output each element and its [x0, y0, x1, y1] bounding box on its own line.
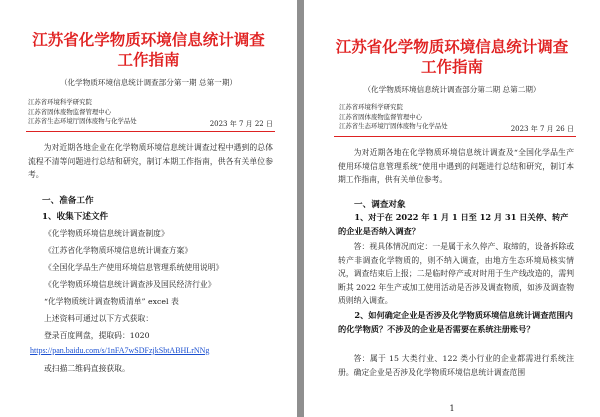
- doc-item: 《化学物质环境信息统计调查涉及国民经济行业》: [44, 280, 216, 289]
- download-note: 上述资料可通过以下方式获取：: [44, 314, 154, 323]
- page-title: 江苏省化学物质环境信息统计调查: [335, 37, 569, 56]
- baidu-pan-link[interactable]: https://pan.baidu.com/s/1nFA7wSDFzjkSbtABHLrNNg: [30, 346, 210, 355]
- subsection-heading: 1、收集下述文件: [42, 212, 109, 222]
- answer-2: 答：属于 15 大类行业、122 类小行业的企业都需进行系统注册。确定企业是否涉及化学物质环境信息统计调查范围: [338, 354, 574, 377]
- issue-date: 2023 年 7 月 26 日: [510, 125, 574, 133]
- page-title-line2: 工作指南: [117, 50, 180, 69]
- answer-1: 答：视具体情况而定：一是属于永久停产、取缔的，设备拆除或转产非调查化学物质的，则不纳入调查，由地方生态环境局核实情况，调查结束后上报；二是临时停产或对时用于生产线改造的，需判断其 2022 年生产或加工使用活动是否涉及调查物质，如涉及调查物质则纳入调查。: [338, 242, 574, 306]
- question-2: 2、如何确定企业是否涉及化学物质环境信息统计调查范围内的化学物质？不涉及的企业是否需要在系统注册账号？: [338, 310, 573, 334]
- org-line: 江苏省环境科学研究院: [28, 98, 92, 106]
- section-heading: 一、准备工作: [42, 196, 94, 206]
- page-number: 1: [449, 404, 455, 413]
- org-line: 江苏省固体废物监督管理中心: [339, 112, 423, 121]
- intro-paragraph: 为对近期各地在化学物质环境信息统计调查及“全国化学品生产使用环境信息管理系统”使用中遇到的问题进行总结和研究，制订本期工作指南，供有关单位参考。: [338, 148, 574, 185]
- section-heading: 一、调查对象: [354, 200, 406, 210]
- issue-date: 2023 年 7 月 22 日: [209, 120, 273, 128]
- qr-note: 或扫描二维码直接获取。: [44, 364, 130, 373]
- cloud-note: 登录百度网盘，提取码：1020: [44, 331, 150, 340]
- org-line: 江苏省生态环境厅固体废物与化学品处: [28, 117, 137, 126]
- issue-subtitle: （化学物质环境信息统计调查部分第一期 总第一期）: [59, 78, 238, 87]
- doc-item: 《江苏省化学物质环境信息统计调查方案》: [44, 246, 193, 255]
- issuing-orgs: [28, 98, 137, 127]
- doc-item: 《全国化学品生产使用环境信息管理系统使用说明》: [44, 263, 224, 272]
- page-title: 江苏省化学物质环境信息统计调查: [32, 30, 265, 49]
- issuing-orgs: [339, 103, 448, 132]
- intro-paragraph: 为对近期各地企业在化学物质环境信息统计调查过程中遇到的总体流程不清等问题进行总结和研究，制订本期工作指南，供各有关单位参考。: [28, 143, 273, 180]
- page-title-line2: 工作指南: [420, 57, 483, 76]
- org-line: 江苏省环境科学研究院: [339, 103, 403, 111]
- doc-item: “化学物质统计调查物质清单” excel 表: [44, 297, 179, 306]
- question-1: 1、对于在 2022 年 1 月 1 日至 12 月 31 日关停、转产的企业是否纳入调查？: [338, 212, 569, 236]
- red-divider: [26, 131, 275, 132]
- doc-item: 《化学物质环境信息统计调查制度》: [44, 229, 169, 238]
- org-line: 江苏省生态环境厅固体废物与化学品处: [339, 122, 448, 131]
- document-page-1: [0, 0, 297, 417]
- issue-subtitle: （化学物质环境信息统计调查部分第二期 总第二期）: [363, 85, 541, 94]
- org-line: 江苏省固体废物监督管理中心: [28, 107, 112, 116]
- red-divider: [334, 136, 576, 137]
- document-page-2: [304, 0, 600, 417]
